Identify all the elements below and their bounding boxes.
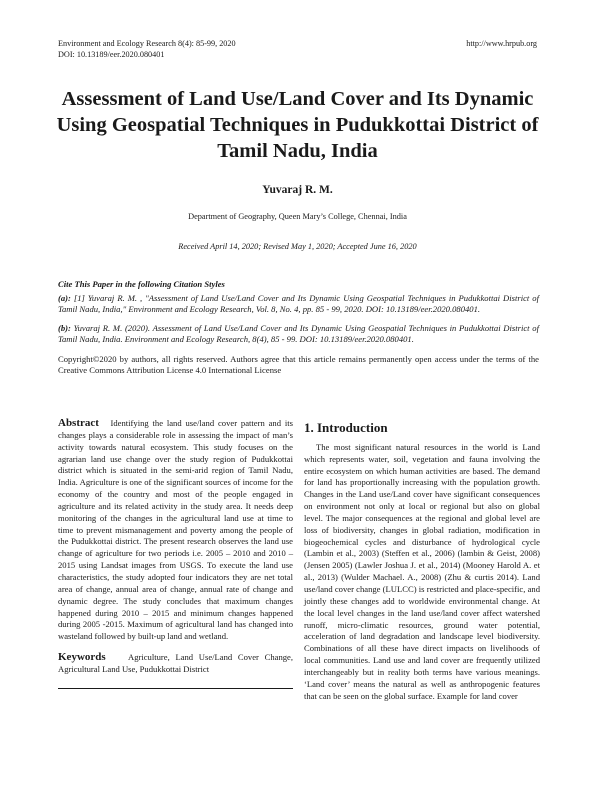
abstract-text: Identifying the land use/land cover pattern and its changes plays a considerable role in assessing the impact of man’s activity towards natural ecosystem. This study focuses on the agrarian land use change over the study region of Pudukkottai district which is situated in the semi-arid region of Tamil Nadu, India. Agriculture is one of the significant sources of income for the economy of the country and most of the people engaged in agriculture and its related activity in the study area. It needs deep monitoring of the changes in the agricultural land use at time to time to prevent mismanagement and poverty among the people of the Pudukkottai district. The present research observes the land use change of agriculture for two periods i.e. 2005 – 2010 and 2010 – 2015 using Landsat images from USGS. To execute the land use characteristics, the study adopted four indicators they are net total area of change, annual area of change, annual rate of change and dynamic degree. The study concludes that maximum changes happened during 2010 – 2015 and minimum changes happened during 2005 -2015. Maximum of agricultural land has changed into wasteland followed by built-up land and wetland. [58, 418, 293, 642]
citation-style-b [58, 323, 539, 345]
paper-title: Assessment of Land Use/Land Cover and Its Dynamic Using Geospatial Techniques in Pudukkottai District of Tamil Nadu, India [56, 88, 539, 162]
citation-style-a [58, 293, 539, 315]
keywords-heading: Keywords [58, 651, 106, 664]
keywords-text: Agriculture, Land Use/Land Cover Change, Agricultural Land Use, Pudukkottai District [58, 652, 293, 674]
introduction-paragraph: The most significant natural resources in the world is Land which represents water, soil, vegetation and fauna involving the entire ecosystem on which human activities are based. The demand for land has proportionally increasing with the population growth. Changes in the Land use/Land cover have significant consequences on environment not only at local or regional but also on global level. The major consequences at the regional and global level are loss of biodiversity, changes in global radiation, modification in biogeochemical cycles and disturbance of hydrological cycle (Lambin et al., 2003) (Steffen et al., 2006) (lambin & Geist, 2008) (Jensen 2005) (Lawler Joshua J. et al., 2014) (Mooney Harold A. et al., 2013) (Wulder Machael. A., 2008) (Zhu & curtis 2014). Land use/land cover change (LULCC) is restricted and place-specific, and jointly these changes add to worldwide environmental change. At the local level changes in the land use/land cover affect watershed runoff, micro-climatic resources, ground water potential, acceleration of land degradation and landscape level biodiversity. Combinations of all these have direct impacts on livelihoods of local communities. Land use and land cover are frequently utilized interchangeably but in reality both terms have various meanings. ‘Land cover’ means the natural as well as anthropogenic features that can be seen on the global surface. Example for land cover [304, 441, 540, 701]
author-name: Yuvaraj R. M. [262, 184, 333, 196]
affiliation: Department of Geography, Queen Mary’s College, Chennai, India [188, 212, 407, 221]
running-header [58, 38, 537, 60]
citation-heading: Cite This Paper in the following Citation Styles [58, 279, 225, 289]
citation-b-label: (b): [58, 323, 71, 334]
journal-url[interactable]: http://www.hrpub.org [466, 39, 537, 48]
journal-line: Environment and Ecology Research 8(4): 85-99, 2020 [58, 39, 236, 48]
citation-a-text: [1] Yuvaraj R. M. , "Assessment of Land Use/Land Cover and Its Dynamic Using Geospatial Techniques in Pudukkottai District of Tamil Nadu, India," Environment and Ecology Research, Vol. 8, No. 4, pp. 85 - 99, 2020. DOI: 10.13189/eer.2020.080401. [58, 292, 539, 314]
citation-block [58, 279, 539, 376]
submission-dates: Received April 14, 2020; Revised May 1, 2020; Accepted June 16, 2020 [178, 242, 417, 251]
introduction-heading: 1. Introduction [304, 420, 388, 435]
left-column [58, 418, 293, 689]
doi-line: DOI: 10.13189/eer.2020.080401 [58, 50, 165, 59]
abstract-heading: Abstract [58, 417, 99, 429]
copyright-notice: Copyright©2020 by authors, all rights reserved. Authors agree that this article remains permanently open access under the terms of the Creative Commons Attribution License 4.0 International License [58, 353, 539, 375]
citation-a-label: (a): [58, 292, 71, 303]
keywords [58, 652, 293, 676]
abstract [58, 418, 293, 643]
citation-b-text: Yuvaraj R. M. (2020). Assessment of Land Use/Land Cover and Its Dynamic Using Geospatial Techniques in Pudukkottai District of Tamil Nadu, India. Environment and Ecology Research, 8(4), 85 - 99. DOI: 10.13189/eer.2020.080401. [58, 323, 539, 345]
divider-rule [58, 688, 293, 689]
right-column [304, 418, 540, 702]
